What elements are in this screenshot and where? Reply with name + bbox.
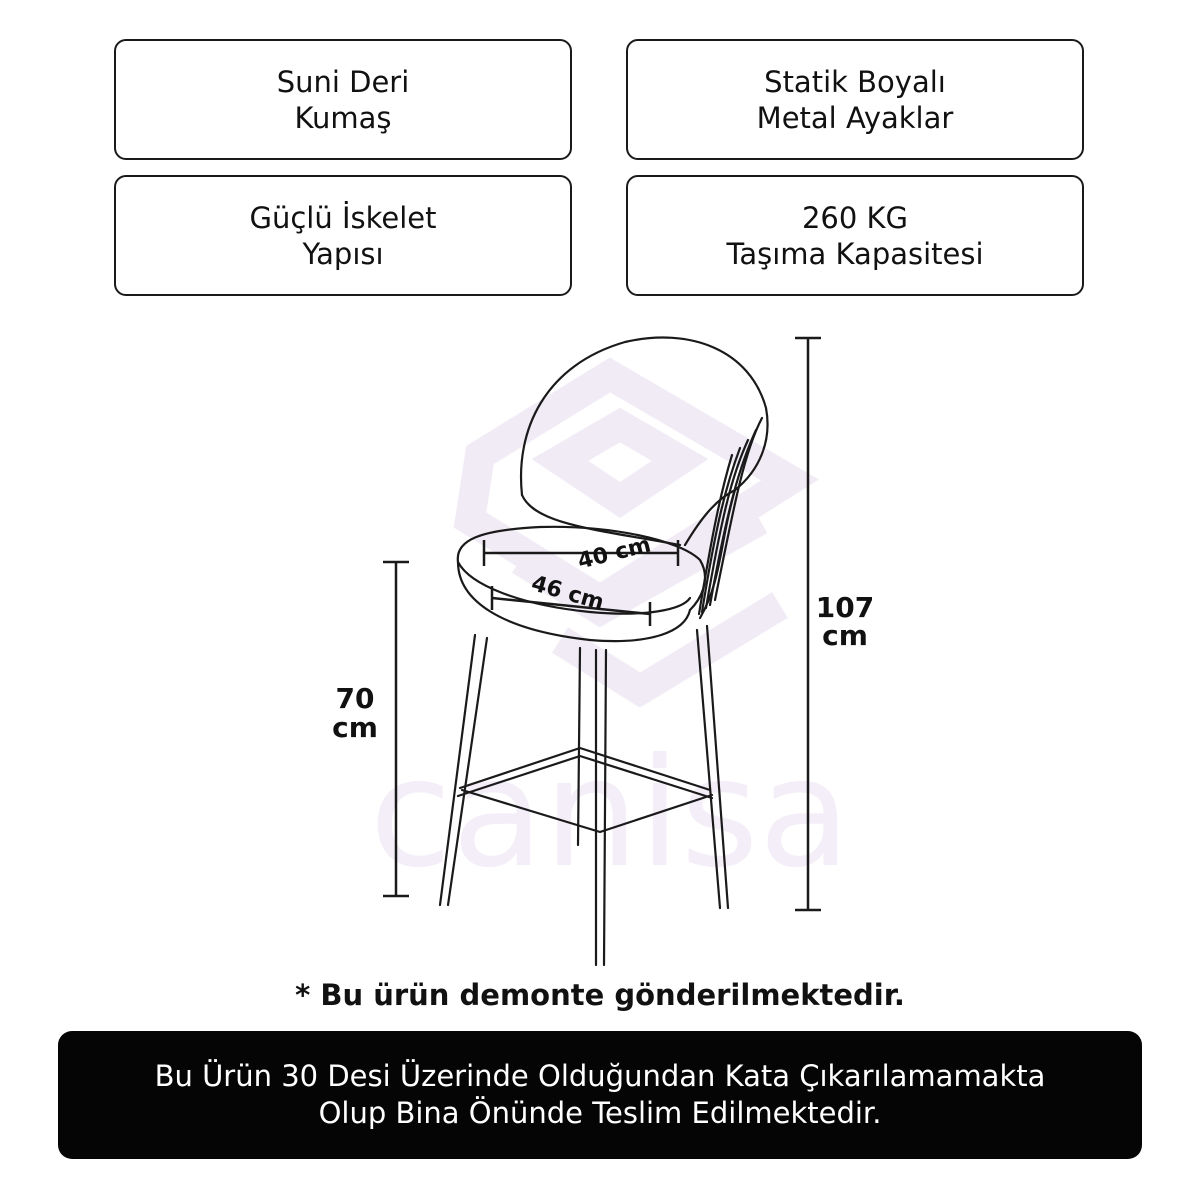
total-height-unit: cm [822,619,868,652]
feature-capacity-line2: Taşıma Kapasitesi [726,236,984,271]
feature-frame-line2: Yapısı [302,236,384,271]
feature-material-line2: Kumaş [294,100,392,135]
feature-frame [114,175,572,296]
feature-legs [626,39,1084,160]
delivery-banner-line1: Bu Ürün 30 Desi Üzerinde Olduğundan Kata Çıkarılamamakta [154,1059,1046,1093]
total-height-value: 107 [815,591,875,624]
seat-width-label: 46 cm [528,571,607,616]
disassembled-note: * Bu ürün demonte gönderilmektedir. [295,978,905,1012]
feature-capacity [626,175,1084,296]
seat-height-unit: cm [332,711,378,744]
feature-capacity-line1: 260 KG [801,200,909,235]
delivery-banner [58,1031,1142,1159]
feature-legs-line2: Metal Ayaklar [756,100,954,135]
delivery-banner-line2: Olup Bina Önünde Teslim Edilmektedir. [318,1096,882,1130]
seat-height-value: 70 [335,682,375,715]
feature-material-line1: Suni Deri [276,64,410,99]
watermark-brand: canisa [369,727,851,901]
feature-legs-line1: Statik Boyalı [764,64,946,99]
chair-dimension-diagram [0,310,1200,980]
seat-depth-label: 40 cm [575,532,654,575]
feature-material [114,39,572,160]
feature-frame-line1: Güçlü İskelet [249,200,437,235]
